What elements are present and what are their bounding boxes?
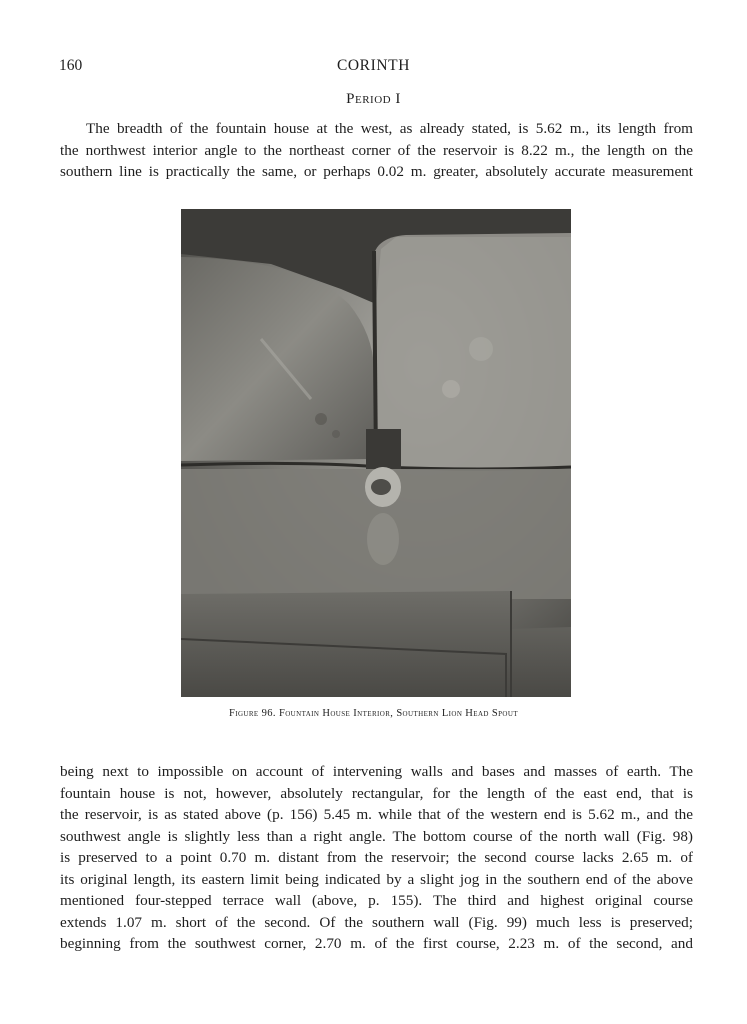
text-line: The breadth of the fountain house at the west, as already stated, is 5.62 m., its length from — [86, 120, 693, 137]
text-line: southwest angle is slightly less than a right angle. The bottom course of the north wall (Fig. 98) — [60, 827, 693, 845]
text-line: mentioned four-stepped terrace wall (above, p. 155). The third and highest original course — [60, 892, 693, 909]
text-line: fountain house is not, however, absolutely rectangular, for the length of the east end, that is — [60, 784, 693, 802]
text-line: the northwest interior angle to the northeast corner of the reservoir is 8.22 m., the length on the — [60, 141, 693, 159]
text-line: extends 1.07 m. short of the second. Of the southern wall (Fig. 99) much less is preserved; — [60, 913, 693, 931]
page-number: 160 — [59, 57, 83, 74]
section-title: Period I — [346, 91, 401, 107]
running-title: CORINTH — [336, 57, 411, 74]
text-line: southern line is practically the same, or perhaps 0.02 m. greater, absolutely accurate measurement — [60, 163, 693, 180]
figure-caption: Figure 96. Fountain House Interior, Southern Lion Head Spout — [228, 708, 519, 719]
text-line: being next to impossible on account of intervening walls and bases and masses of earth. The — [60, 763, 693, 780]
text-line: its original length, its eastern limit being indicated by a slight jog in the southern end of the above — [60, 870, 693, 888]
body-paragraph-bottom — [60, 761, 693, 955]
figure-photograph — [181, 209, 571, 697]
text-line: beginning from the southwest corner, 2.70 m. of the first course, 2.23 m. of the second, and — [60, 935, 693, 952]
text-line: is preserved to a point 0.70 m. distant from the reservoir; the second course lacks 2.65 m. of — [60, 849, 693, 866]
text-line: the reservoir, is as stated above (p. 156) 5.45 m. while that of the western end is 5.62 m., and the — [60, 806, 693, 823]
body-paragraph-top — [60, 118, 693, 183]
